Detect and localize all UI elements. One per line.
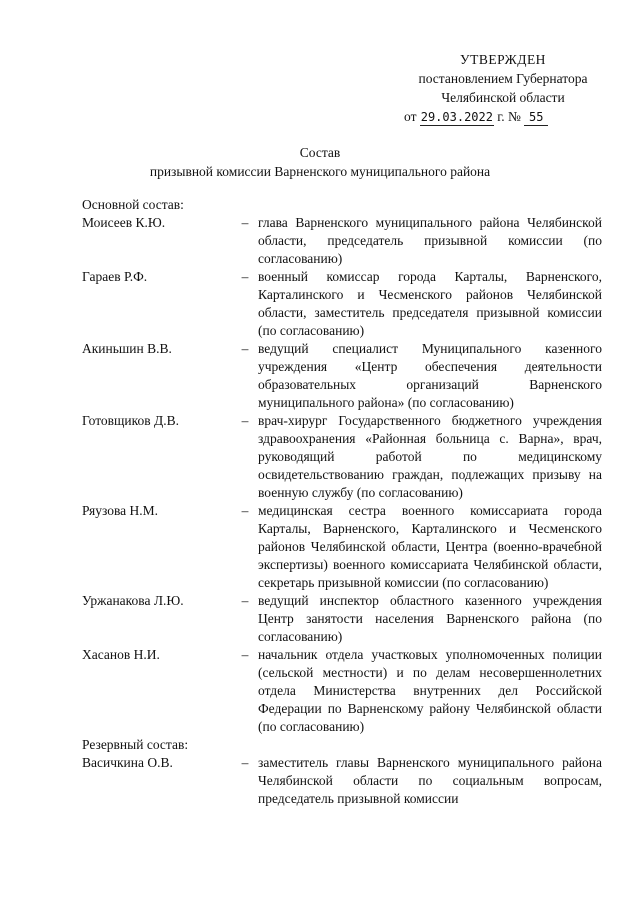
member-name: Хасанов Н.И. — [82, 647, 160, 662]
member-dash: – — [241, 593, 249, 608]
member-description: начальник отдела участковых уполномоченных полиции (сельской местности) и по делам несовершеннолетних отдела Министерства внутренних дел Российской Федерации по Варненскому району Челябинской области (по согласованию) — [258, 647, 602, 734]
member-row — [82, 340, 602, 412]
member-description: военный комиссар города Карталы, Варненского, Карталинского и Чесменского районов Челябинской области, заместитель председателя призывной комиссии (по согласованию) — [258, 269, 602, 338]
member-name: Гараев Р.Ф. — [82, 269, 148, 284]
approval-title: УТВЕРЖДЕН — [460, 52, 546, 67]
document-heading — [0, 143, 640, 181]
heading-title: Состав — [299, 145, 341, 160]
member-dash: – — [241, 647, 249, 662]
member-dash: – — [241, 755, 249, 770]
reserve-section-label: Резервный состав: — [82, 737, 189, 752]
member-name: Готовщиков Д.В. — [82, 413, 179, 428]
member-description: ведущий инспектор областного казенного учреждения Центр занятости населения Варненского района (по согласованию) — [258, 593, 602, 644]
approval-block — [398, 50, 608, 126]
date-prefix: от — [404, 109, 417, 124]
member-row — [82, 646, 602, 736]
date-suffix: г. № — [497, 109, 521, 124]
approval-date: 29.03.2022 — [420, 110, 493, 124]
approval-dateline — [398, 107, 608, 126]
approval-number: 55 — [524, 110, 548, 126]
member-row — [82, 754, 602, 808]
member-row — [82, 592, 602, 646]
member-name: Моисеев К.Ю. — [82, 215, 166, 230]
member-dash: – — [241, 341, 249, 356]
approval-line-1: постановлением Губернатора — [418, 71, 588, 86]
member-name: Васичкина О.В. — [82, 755, 173, 770]
commission-list — [82, 196, 602, 808]
member-name: Ряузова Н.М. — [82, 503, 159, 518]
member-description: врач-хирург Государственного бюджетного учреждения здравоохранения «Районная больница с. Варна», врач, руководящий работой по медицинскому освидетельствованию граждан, подлежащих призыву на военную службу (по согласованию) — [258, 413, 602, 500]
member-name: Акиньшин В.В. — [82, 341, 172, 356]
member-dash: – — [241, 269, 249, 284]
member-row — [82, 412, 602, 502]
member-description: ведущий специалист Муниципального казенного учреждения «Центр обеспечения деятельности образовательных организаций Варненского муниципального района» (по согласованию) — [258, 341, 602, 410]
member-description: глава Варненского муниципального района Челябинской области, председатель призывной комиссии (по согласованию) — [258, 215, 602, 266]
heading-subtitle: призывной комиссии Варненского муниципального района — [149, 164, 491, 179]
member-row — [82, 214, 602, 268]
main-section-label: Основной состав: — [82, 197, 184, 212]
member-row — [82, 502, 602, 592]
member-row — [82, 268, 602, 340]
approval-line-2: Челябинской области — [441, 90, 565, 105]
member-dash: – — [241, 215, 249, 230]
member-description: медицинская сестра военного комиссариата города Карталы, Варненского, Карталинского и Чесменского районов Челябинской области, Центра (военно-врачебной экспертизы) военного комиссариата Челябинской области, секретарь призывной комиссии (по согласованию) — [258, 503, 602, 590]
member-description: заместитель главы Варненского муниципального района Челябинской области по социальным вопросам, председатель призывной комиссии — [258, 755, 602, 806]
member-dash: – — [241, 413, 249, 428]
member-dash: – — [241, 503, 249, 518]
member-name: Уржанакова Л.Ю. — [82, 593, 184, 608]
